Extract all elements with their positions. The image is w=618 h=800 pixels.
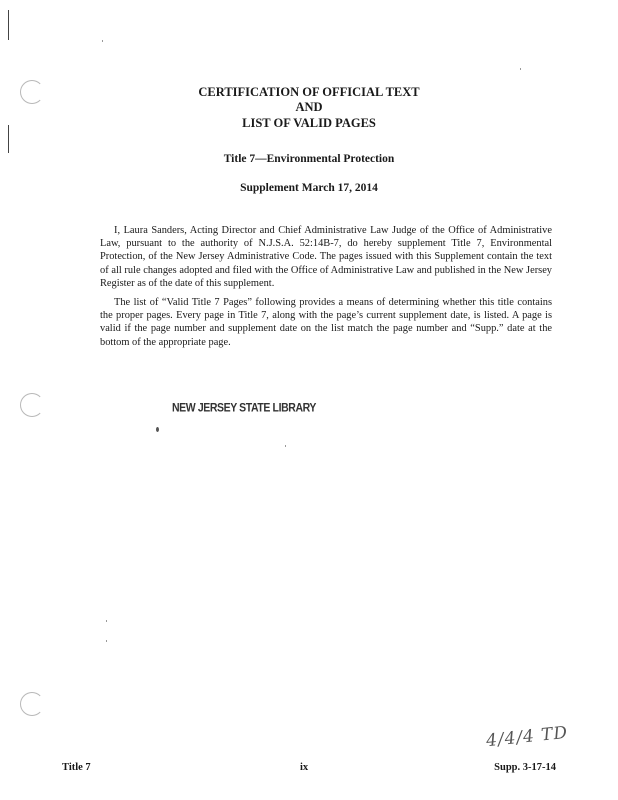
footer-title: Title 7	[62, 762, 91, 773]
scan-speck	[520, 68, 521, 70]
title-heading: Title 7—Environmental Protection	[223, 153, 395, 165]
scan-dot	[156, 427, 159, 432]
scan-speck	[106, 620, 107, 622]
valid-pages-heading: LIST OF VALID PAGES	[242, 116, 376, 130]
footer-supplement-date: Supp. 3-17-14	[494, 762, 556, 773]
scan-speck	[106, 640, 107, 642]
valid-pages-paragraph: The list of “Valid Title 7 Pages” following provides a means of determining whether this title contains the proper pages. Every page in Title 7, along with the page’s current supplement date, is listed. A page is valid if the page number and supplement date on the list match the page number and “Supp.” date at the bottom of the appropriate page.	[100, 297, 552, 348]
library-stamp: NEW JERSEY STATE LIBRARY	[172, 401, 317, 415]
footer-page-number: ix	[300, 762, 309, 773]
certification-heading: CERTIFICATION OF OFFICIAL TEXT	[198, 85, 420, 99]
certification-paragraph: I, Laura Sanders, Acting Director and Chief Administrative Law Judge of the Office of Administrative Law, pursuant to the authority of N.J.S.A. 52:14B-7, do hereby supplement Title 7, Environmental Protection, of the New Jersey Administrative Code. The pages issued with this Supplement contain the text of all rule changes adopted and filed with the Office of Administrative Law and published in the New Jersey Register as of the date of this supplement.	[100, 225, 552, 289]
punch-hole-bottom	[20, 692, 44, 716]
certification-heading-and: AND	[295, 100, 323, 114]
supplement-date-heading: Supplement March 17, 2014	[240, 182, 378, 194]
margin-line-top	[8, 10, 9, 40]
scan-speck	[285, 445, 286, 447]
punch-hole-middle	[20, 393, 44, 417]
handwritten-note: 4/4/4 TD	[485, 722, 570, 752]
scan-speck	[102, 40, 103, 42]
